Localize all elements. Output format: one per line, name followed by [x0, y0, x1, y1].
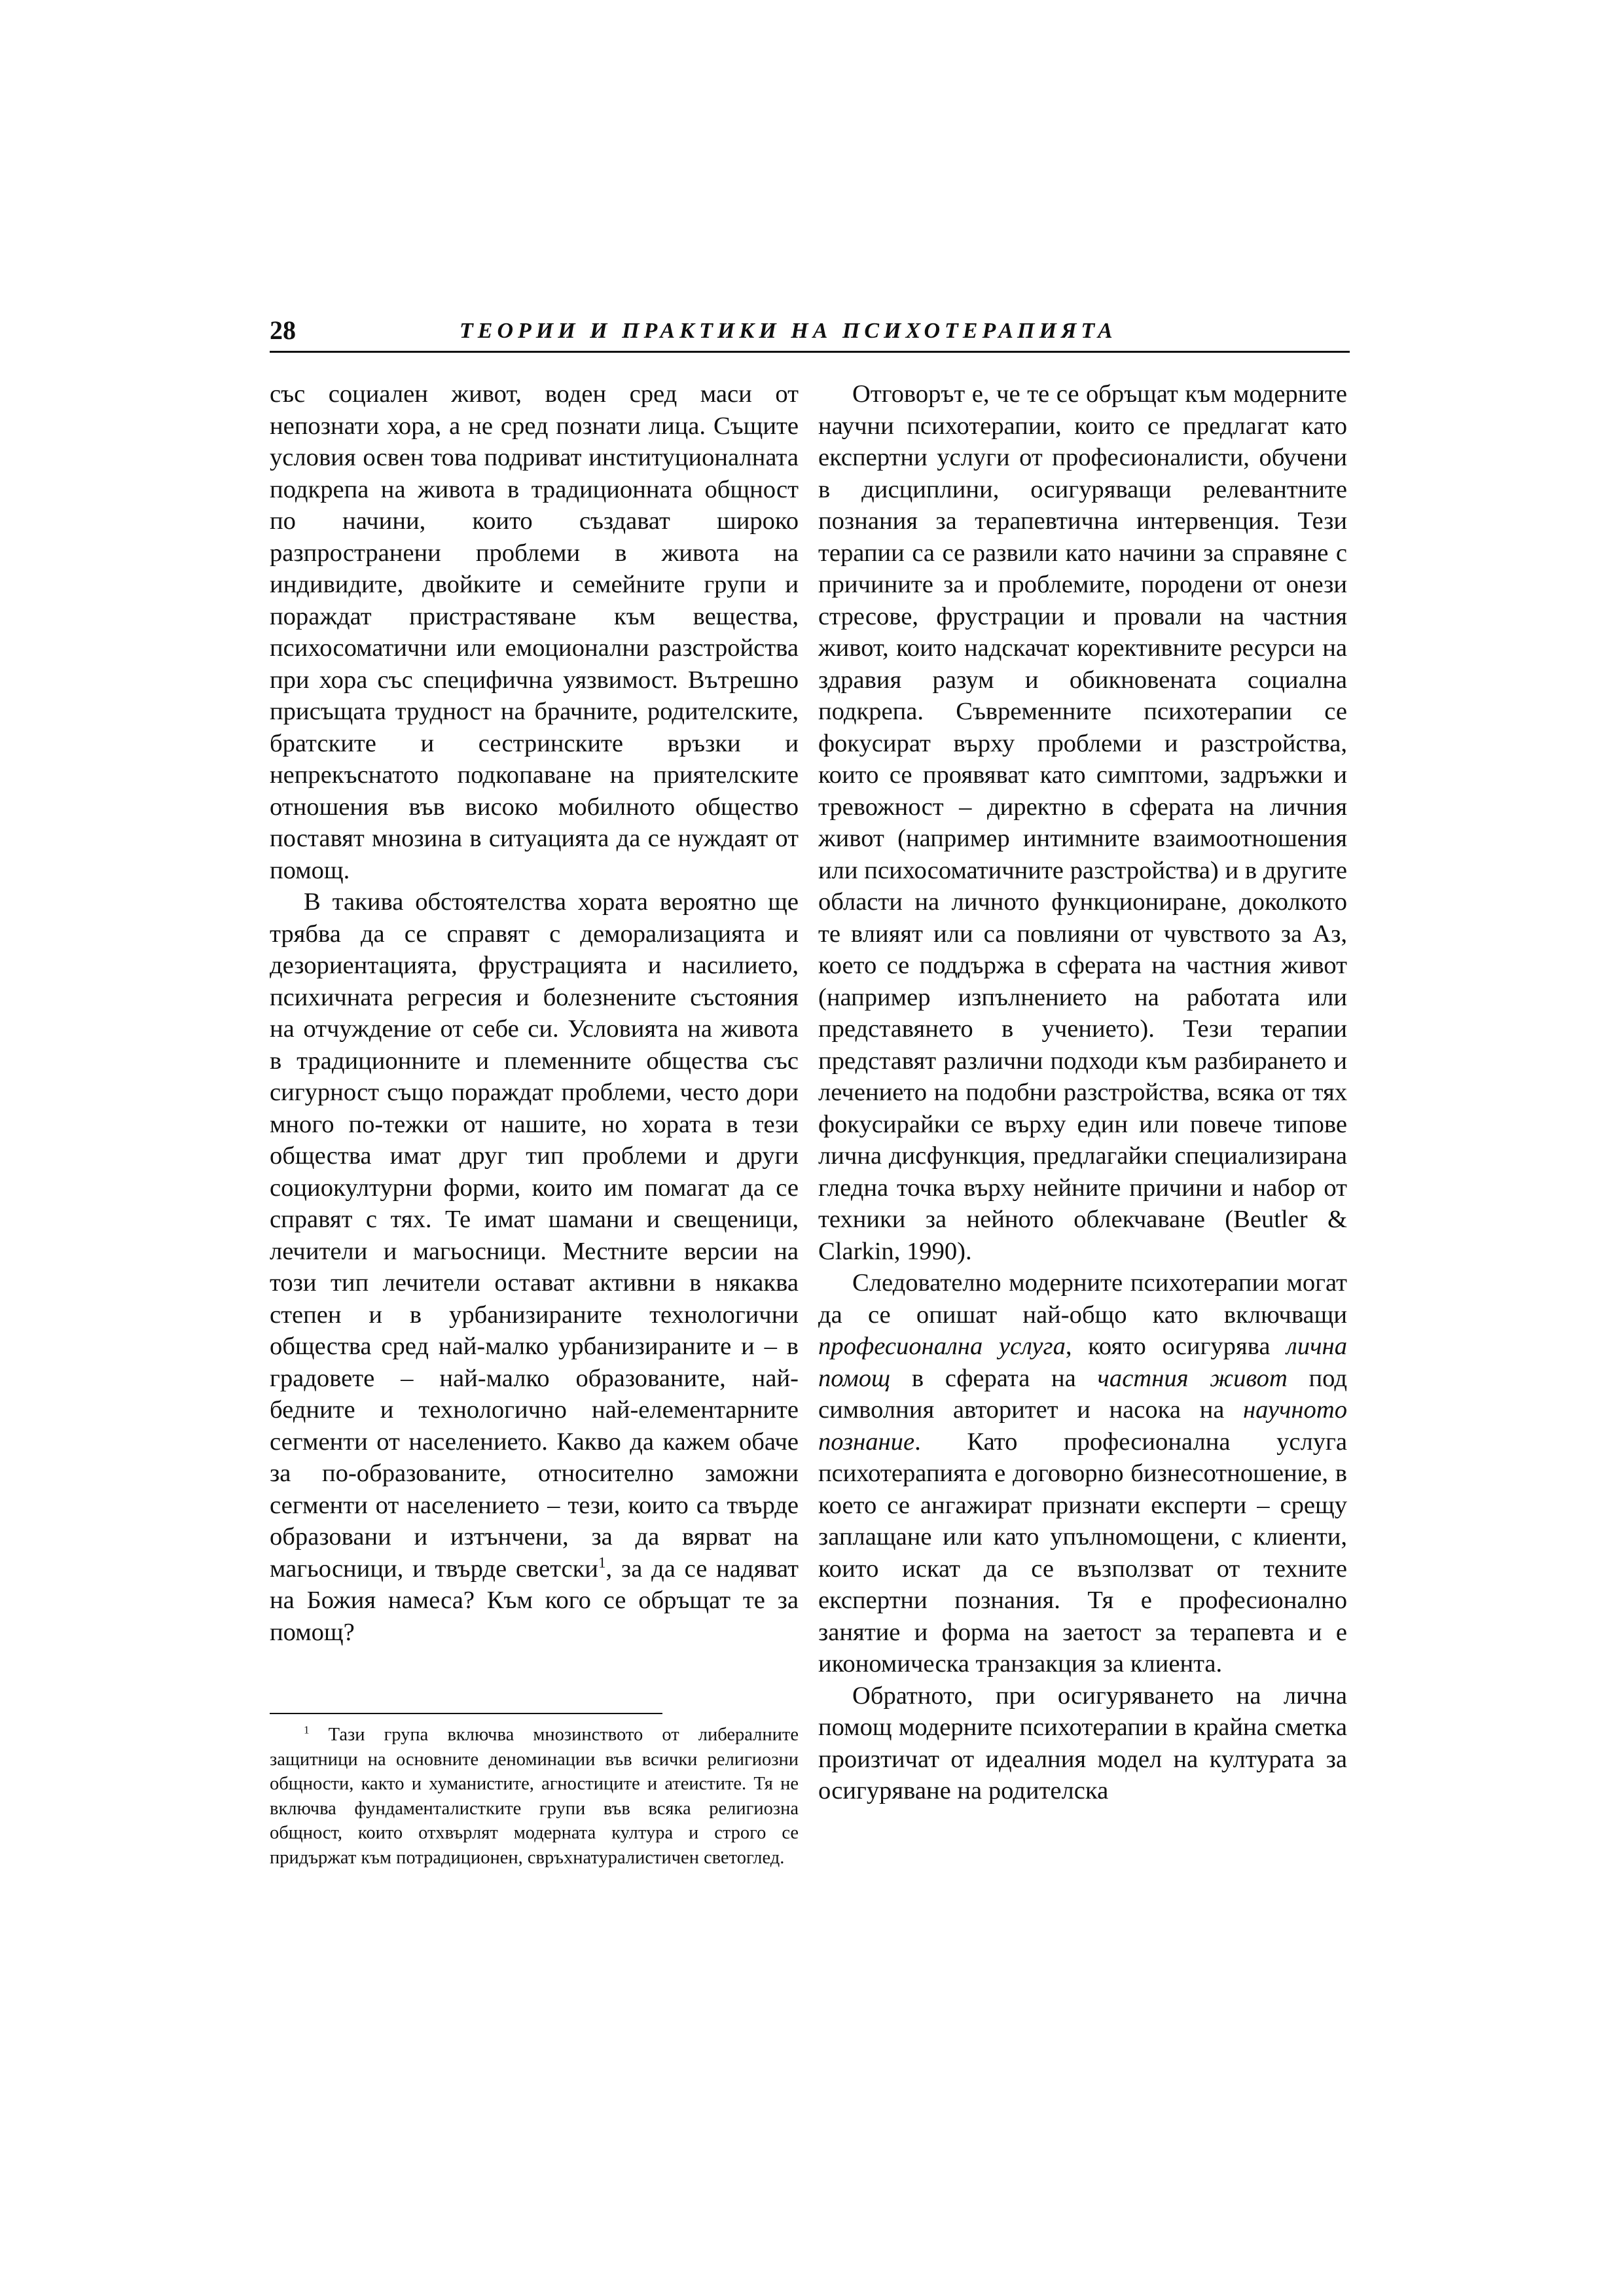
emphasis-scientific-knowledge: научното познание — [818, 1396, 1347, 1456]
right-paragraph-2-text-c: в сферата на — [890, 1364, 1098, 1392]
left-paragraph-2 — [270, 886, 799, 1648]
page-number: 28 — [270, 315, 296, 345]
left-paragraph-2-text-b: , за да се надяват на Божия намеса? Към кого се обръщат те за помощ? — [270, 1554, 799, 1646]
emphasis-professional-service: професионална услуга — [818, 1333, 1066, 1360]
right-paragraph-2-text-a: Следователно модерните психотерапии могат да се опишат най-общо като включващи — [818, 1269, 1347, 1329]
emphasis-private-life: частния живот — [1097, 1364, 1288, 1392]
footnote-reference: 1 — [598, 1554, 606, 1571]
right-paragraph-2-text-d: под символния авторитет и насока на — [818, 1364, 1347, 1424]
left-paragraph-1: със социален живот, воден сред маси от непознати хора, а не сред познати лица. Същите условия освен това подриват институционалната подкрепа на живота в традиционната общност по начини, които създават широко разпространени проблеми в живота на индивидите, двойките и семейните групи и пораждат пристрастяване към вещества, психосоматични или емоционални разстройства при хора със специфична уязвимост. Вътрешно присъщата трудност на брачните, родителските, братските и сестринските връзки и непрекъснатото подкопаване на приятелските отношения във високо мобилното общество поставят мнозина в ситуацията да се нуждаят от помощ. — [270, 380, 799, 884]
right-paragraph-2-text-e: . Като професионална услуга психотерапията е договорно бизнесотношение, в което се ангажират признати експерти – срещу заплащане или като упълномощени, с клиенти, които искат да се възползват от техните експертни познания. Тя е професионално занятие и форма на заетост за терапевта и е икономическа транзакция за клиента. — [818, 1427, 1347, 1677]
right-paragraph-3: Обратното, при осигуряването на лична помощ модерните психотерапии в крайна сметка произтичат от идеалния модел на културата за осигуряване на родителска — [818, 1681, 1347, 1804]
footnote — [270, 1723, 799, 1870]
emphasis-personal-help: лична помощ — [818, 1333, 1347, 1392]
right-paragraph-2 — [818, 1267, 1347, 1680]
right-paragraph-1: Отговорът е, че те се обръщат към модерните научни психотерапии, които се предлагат като експертни услуги от професионалисти, обучени в дисциплини, осигуряващи релевантните познания за терапевтична интервенция. Тези терапии са се развили като начини за справяне с причините за и проблемите, породени от онези стресове, фрустрации и провали на частния живот, които надскачат корективните ресурси на здравия разум и обикновената социална подкрепа. Съвременните психотерапии се фокусират върху проблеми и разстройства, които се проявяват като симптоми, задръжки и тревожност – директно в сферата на личния живот (например интимните взаимоотношения или психосоматичните разстройства) и в другите области на личното функциониране, доколкото те влияят или са повлияни от чувството за Аз, което се поддържа в сферата на частния живот (например изпълнението на работата или представянето в учението). Тези терапии представят различни подходи към разбирането и лечението на подобни разстройства, всяка от тях фокусирайки се върху един или повече типове лична дисфункция, предлагайки специализирана гледна точка върху нейните причини и набор от техники за нейното облекчаване (Beutler & Clarkin, 1990). — [818, 380, 1347, 1265]
footnote-marker: 1 — [304, 1723, 310, 1736]
footnote-text: Тази група включва мнозинството от либералните защитници на основните деноминации във всички религиозни общности, както и хуманистите, агностиците и атеистите. Тя не включва фундаменталистките групи във всяка религиозна общност, които отхвърлят модерната култура и строго се придържат към потрадиционен, свръхнатуралистичен светоглед. — [270, 1725, 799, 1868]
right-column — [818, 378, 1347, 1807]
left-paragraph-2-text-a: В такива обстоятелства хората вероятно ще трябва да се справят с деморализацията и дезориентацията, фрустрацията и насилието, психичната регресия и болезнените състояния на отчуждение от себе си. Условията на живота в традиционните и племенните общества със сигурност също пораждат проблеми, често дори много по-тежки от нашите, но хората в тези общества имат друг тип проблеми и други социокултурни форми, които им помагат да се справят с тях. Те имат шамани и свещеници, лечители и магьосници. Местните версии на този тип лечители остават активни в някаква степен и в урбанизираните технологични общества сред най-малко урбанизираните и – в градовете – най-малко образованите, най-бедните и технологично най-елементарните сегменти от населението. Какво да кажем обаче за по-образованите, относително заможни сегменти от населението – тези, които са твърде образовани и изтънчени, за да вярват на магьосници, и твърде светски — [270, 888, 799, 1583]
page-header — [270, 313, 1350, 353]
footnote-divider — [270, 1713, 662, 1714]
running-title: ТЕОРИИ И ПРАКТИКИ НА ПСИХОТЕРАПИЯТА — [460, 319, 1117, 343]
left-column — [270, 378, 799, 1648]
right-paragraph-2-text-b: , която осигурява — [1065, 1333, 1287, 1360]
